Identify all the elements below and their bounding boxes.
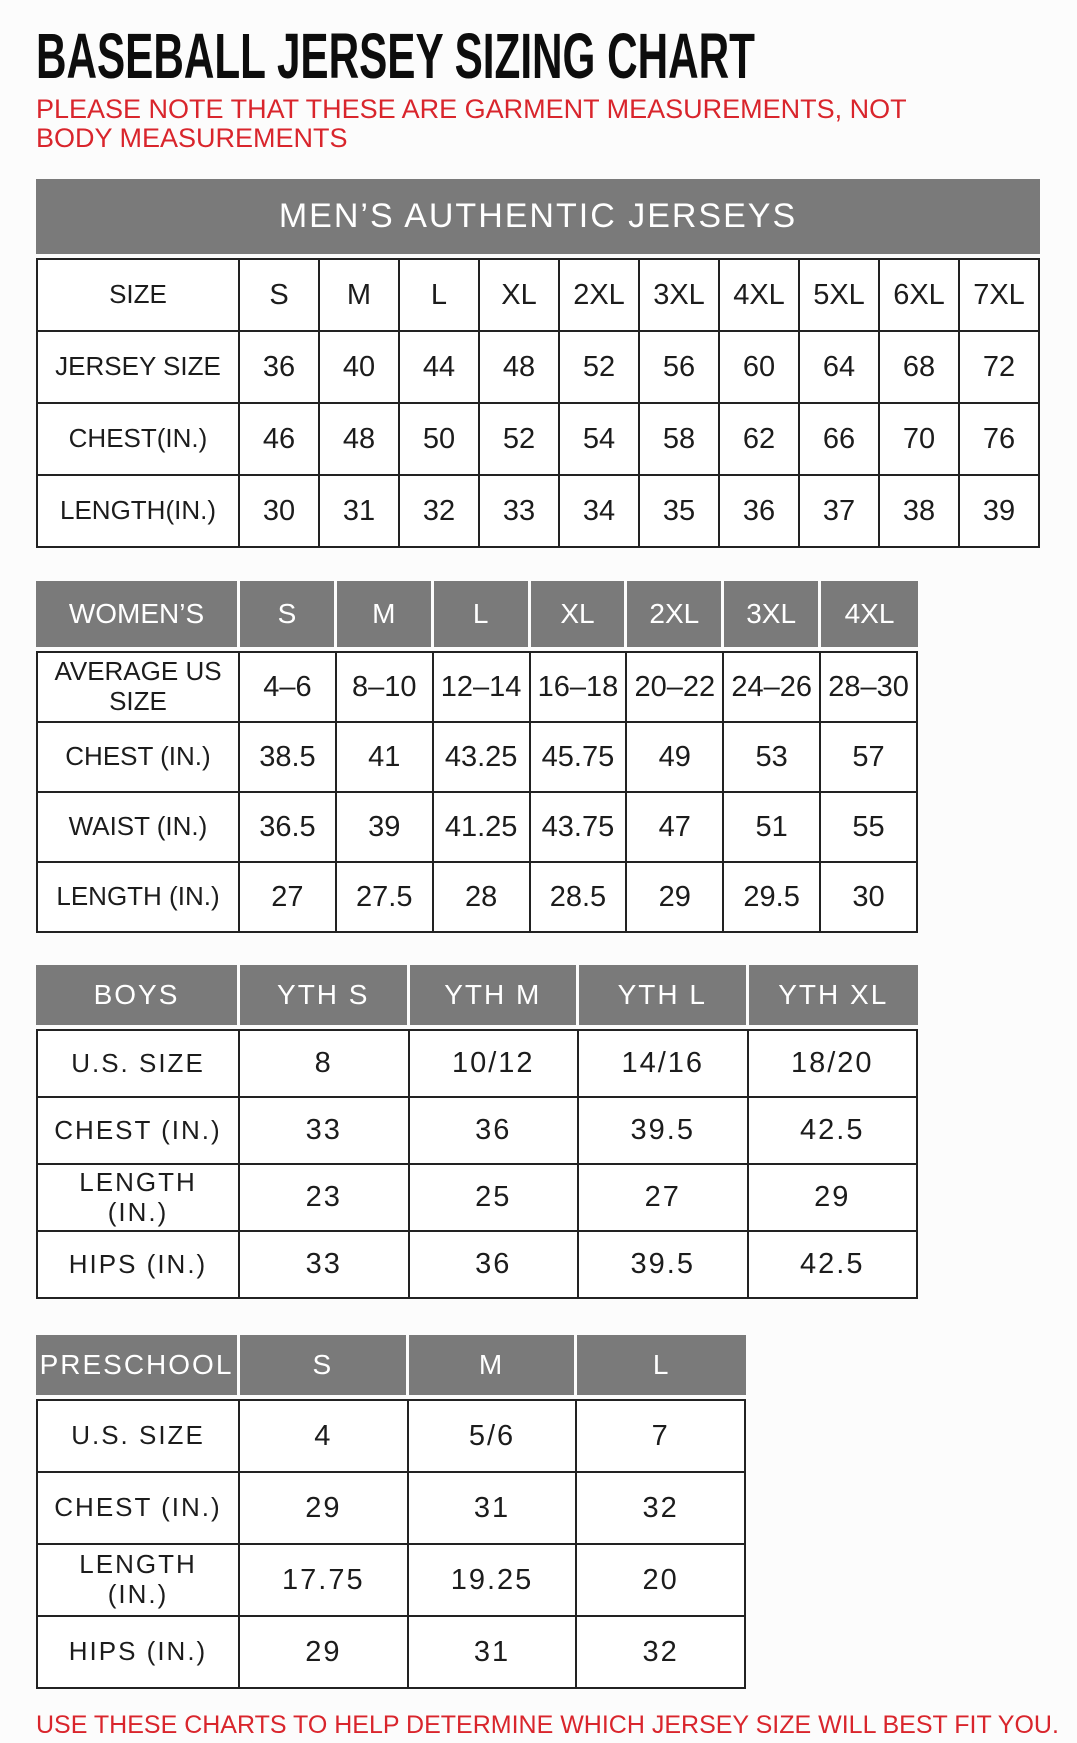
table-cell: 24–26: [724, 651, 821, 723]
table-cell: 36: [410, 1098, 580, 1165]
table-cell: 48: [480, 332, 560, 404]
table-row: [36, 651, 918, 723]
table-cell: 33: [480, 476, 560, 548]
table-cell: 34: [560, 476, 640, 548]
table-cell: 37: [800, 476, 880, 548]
table-cell: 29: [240, 1473, 409, 1545]
row-label: LENGTH (IN.): [36, 1545, 240, 1617]
table-cell: 28–30: [821, 651, 918, 723]
table-row: [36, 793, 918, 863]
table-cell: S: [240, 258, 320, 332]
row-label: AVERAGE US SIZE: [36, 651, 240, 723]
table-row: [36, 1098, 918, 1165]
table-cell: 70: [880, 404, 960, 476]
table-row: [36, 404, 1040, 476]
table-cell: 29: [749, 1165, 919, 1232]
table-cell: 36: [720, 476, 800, 548]
table-cell: 31: [409, 1617, 578, 1689]
table-cell: 35: [640, 476, 720, 548]
table-cell: 36.5: [240, 793, 337, 863]
row-label: LENGTH(IN.): [36, 476, 240, 548]
table-cell: 41.25: [434, 793, 531, 863]
column-header: XL: [531, 581, 628, 651]
table-cell: 50: [400, 404, 480, 476]
table-cell: 27.5: [337, 863, 434, 933]
table-cell: 27: [579, 1165, 749, 1232]
row-label: WAIST (IN.): [36, 793, 240, 863]
table-cell: 29: [240, 1617, 409, 1689]
table-cell: 39.5: [579, 1232, 749, 1299]
column-header: L: [434, 581, 531, 651]
table-cell: 4: [240, 1399, 409, 1473]
table-row: [36, 332, 1040, 404]
table-cell: 4XL: [720, 258, 800, 332]
table-cell: 7XL: [960, 258, 1040, 332]
row-label: LENGTH (IN.): [36, 863, 240, 933]
table-cell: 28: [434, 863, 531, 933]
column-header: YTH XL: [749, 965, 919, 1029]
table-row: [36, 1473, 746, 1545]
womens-sizing-table: [36, 581, 918, 933]
column-header: 3XL: [724, 581, 821, 651]
row-label: HIPS (IN.): [36, 1232, 240, 1299]
table-cell: 66: [800, 404, 880, 476]
row-label: CHEST (IN.): [36, 723, 240, 793]
table-title-cell: PRESCHOOL: [36, 1335, 240, 1399]
column-header: YTH S: [240, 965, 410, 1029]
table-cell: 30: [821, 863, 918, 933]
table-cell: 46: [240, 404, 320, 476]
table-cell: 36: [240, 332, 320, 404]
fit-advice-note: USE THESE CHARTS TO HELP DETERMINE WHICH JERSEY SIZE WILL BEST FIT YOU.: [36, 1711, 1059, 1740]
table-cell: 19.25: [409, 1545, 578, 1617]
table-row: [36, 476, 1040, 548]
mens-sizing-table: [36, 258, 1040, 548]
table-row: [36, 1165, 918, 1232]
table-cell: 16–18: [531, 651, 628, 723]
table-cell: 42.5: [749, 1098, 919, 1165]
row-label: U.S. SIZE: [36, 1399, 240, 1473]
table-cell: 10/12: [410, 1029, 580, 1098]
table-row: [36, 1029, 918, 1098]
table-cell: 72: [960, 332, 1040, 404]
table-row: [36, 1232, 918, 1299]
table-cell: 52: [480, 404, 560, 476]
table-cell: 30: [240, 476, 320, 548]
table-cell: 44: [400, 332, 480, 404]
table-cell: 47: [627, 793, 724, 863]
table-cell: 52: [560, 332, 640, 404]
table-cell: 55: [821, 793, 918, 863]
table-cell: 42.5: [749, 1232, 919, 1299]
table-cell: 32: [400, 476, 480, 548]
page-title: BASEBALL JERSEY SIZING CHART: [36, 20, 755, 92]
table-cell: 57: [821, 723, 918, 793]
table-cell: 7: [577, 1399, 746, 1473]
table-cell: 8–10: [337, 651, 434, 723]
table-row: [36, 1545, 746, 1617]
table-cell: M: [320, 258, 400, 332]
table-cell: 40: [320, 332, 400, 404]
table-cell: 41: [337, 723, 434, 793]
table-cell: 38: [880, 476, 960, 548]
table-cell: 56: [640, 332, 720, 404]
table-cell: 23: [240, 1165, 410, 1232]
table-cell: 62: [720, 404, 800, 476]
table-cell: 5XL: [800, 258, 880, 332]
mens-table-title: MEN’S AUTHENTIC JERSEYS: [36, 179, 1040, 254]
column-header: S: [240, 581, 337, 651]
table-cell: 53: [724, 723, 821, 793]
table-cell: 54: [560, 404, 640, 476]
table-cell: 32: [577, 1473, 746, 1545]
table-cell: 43.75: [531, 793, 628, 863]
table-cell: 76: [960, 404, 1040, 476]
column-header: YTH M: [410, 965, 580, 1029]
table-row: [36, 1617, 746, 1689]
table-cell: 33: [240, 1232, 410, 1299]
table-cell: 6XL: [880, 258, 960, 332]
table-cell: 5/6: [409, 1399, 578, 1473]
table-row: [36, 1399, 746, 1473]
table-cell: 25: [410, 1165, 580, 1232]
table-cell: 48: [320, 404, 400, 476]
table-cell: 4–6: [240, 651, 337, 723]
header-row: [36, 965, 918, 1029]
table-cell: 17.75: [240, 1545, 409, 1617]
preschool-sizing-table: [36, 1335, 746, 1689]
row-label: HIPS (IN.): [36, 1617, 240, 1689]
table-cell: 32: [577, 1617, 746, 1689]
table-cell: 39: [337, 793, 434, 863]
table-cell: 43.25: [434, 723, 531, 793]
table-row: [36, 723, 918, 793]
column-header: YTH L: [579, 965, 749, 1029]
column-header: L: [577, 1335, 746, 1399]
table-title-cell: WOMEN’S: [36, 581, 240, 651]
table-cell: 64: [800, 332, 880, 404]
row-label: LENGTH (IN.): [36, 1165, 240, 1232]
table-cell: 3XL: [640, 258, 720, 332]
table-cell: 12–14: [434, 651, 531, 723]
table-cell: 68: [880, 332, 960, 404]
table-row: [36, 258, 1040, 332]
table-cell: L: [400, 258, 480, 332]
table-cell: 8: [240, 1029, 410, 1098]
table-cell: 51: [724, 793, 821, 863]
table-cell: 20–22: [627, 651, 724, 723]
column-header: 2XL: [627, 581, 724, 651]
table-cell: 31: [409, 1473, 578, 1545]
boys-sizing-table: [36, 965, 918, 1299]
table-cell: 2XL: [560, 258, 640, 332]
header-row: [36, 1335, 746, 1399]
table-title-cell: BOYS: [36, 965, 240, 1029]
header-row: [36, 581, 918, 651]
table-cell: 31: [320, 476, 400, 548]
row-label: CHEST (IN.): [36, 1473, 240, 1545]
table-cell: XL: [480, 258, 560, 332]
column-header: 4XL: [821, 581, 918, 651]
table-cell: 20: [577, 1545, 746, 1617]
table-cell: 33: [240, 1098, 410, 1165]
table-cell: 29.5: [724, 863, 821, 933]
row-label: CHEST(IN.): [36, 404, 240, 476]
row-label: JERSEY SIZE: [36, 332, 240, 404]
table-cell: 39.5: [579, 1098, 749, 1165]
table-cell: 27: [240, 863, 337, 933]
table-cell: 45.75: [531, 723, 628, 793]
table-cell: 18/20: [749, 1029, 919, 1098]
table-cell: 29: [627, 863, 724, 933]
column-header: M: [409, 1335, 578, 1399]
row-label: U.S. SIZE: [36, 1029, 240, 1098]
table-cell: 38.5: [240, 723, 337, 793]
table-cell: 60: [720, 332, 800, 404]
table-row: [36, 863, 918, 933]
column-header: S: [240, 1335, 409, 1399]
column-header: M: [337, 581, 434, 651]
row-label: CHEST (IN.): [36, 1098, 240, 1165]
table-cell: 28.5: [531, 863, 628, 933]
table-cell: 58: [640, 404, 720, 476]
table-cell: 49: [627, 723, 724, 793]
table-cell: 39: [960, 476, 1040, 548]
row-label: SIZE: [36, 258, 240, 332]
table-cell: 14/16: [579, 1029, 749, 1098]
table-cell: 36: [410, 1232, 580, 1299]
garment-measurement-note: PLEASE NOTE THAT THESE ARE GARMENT MEASUREMENTS, NOT BODY MEASUREMENTS: [36, 94, 907, 154]
